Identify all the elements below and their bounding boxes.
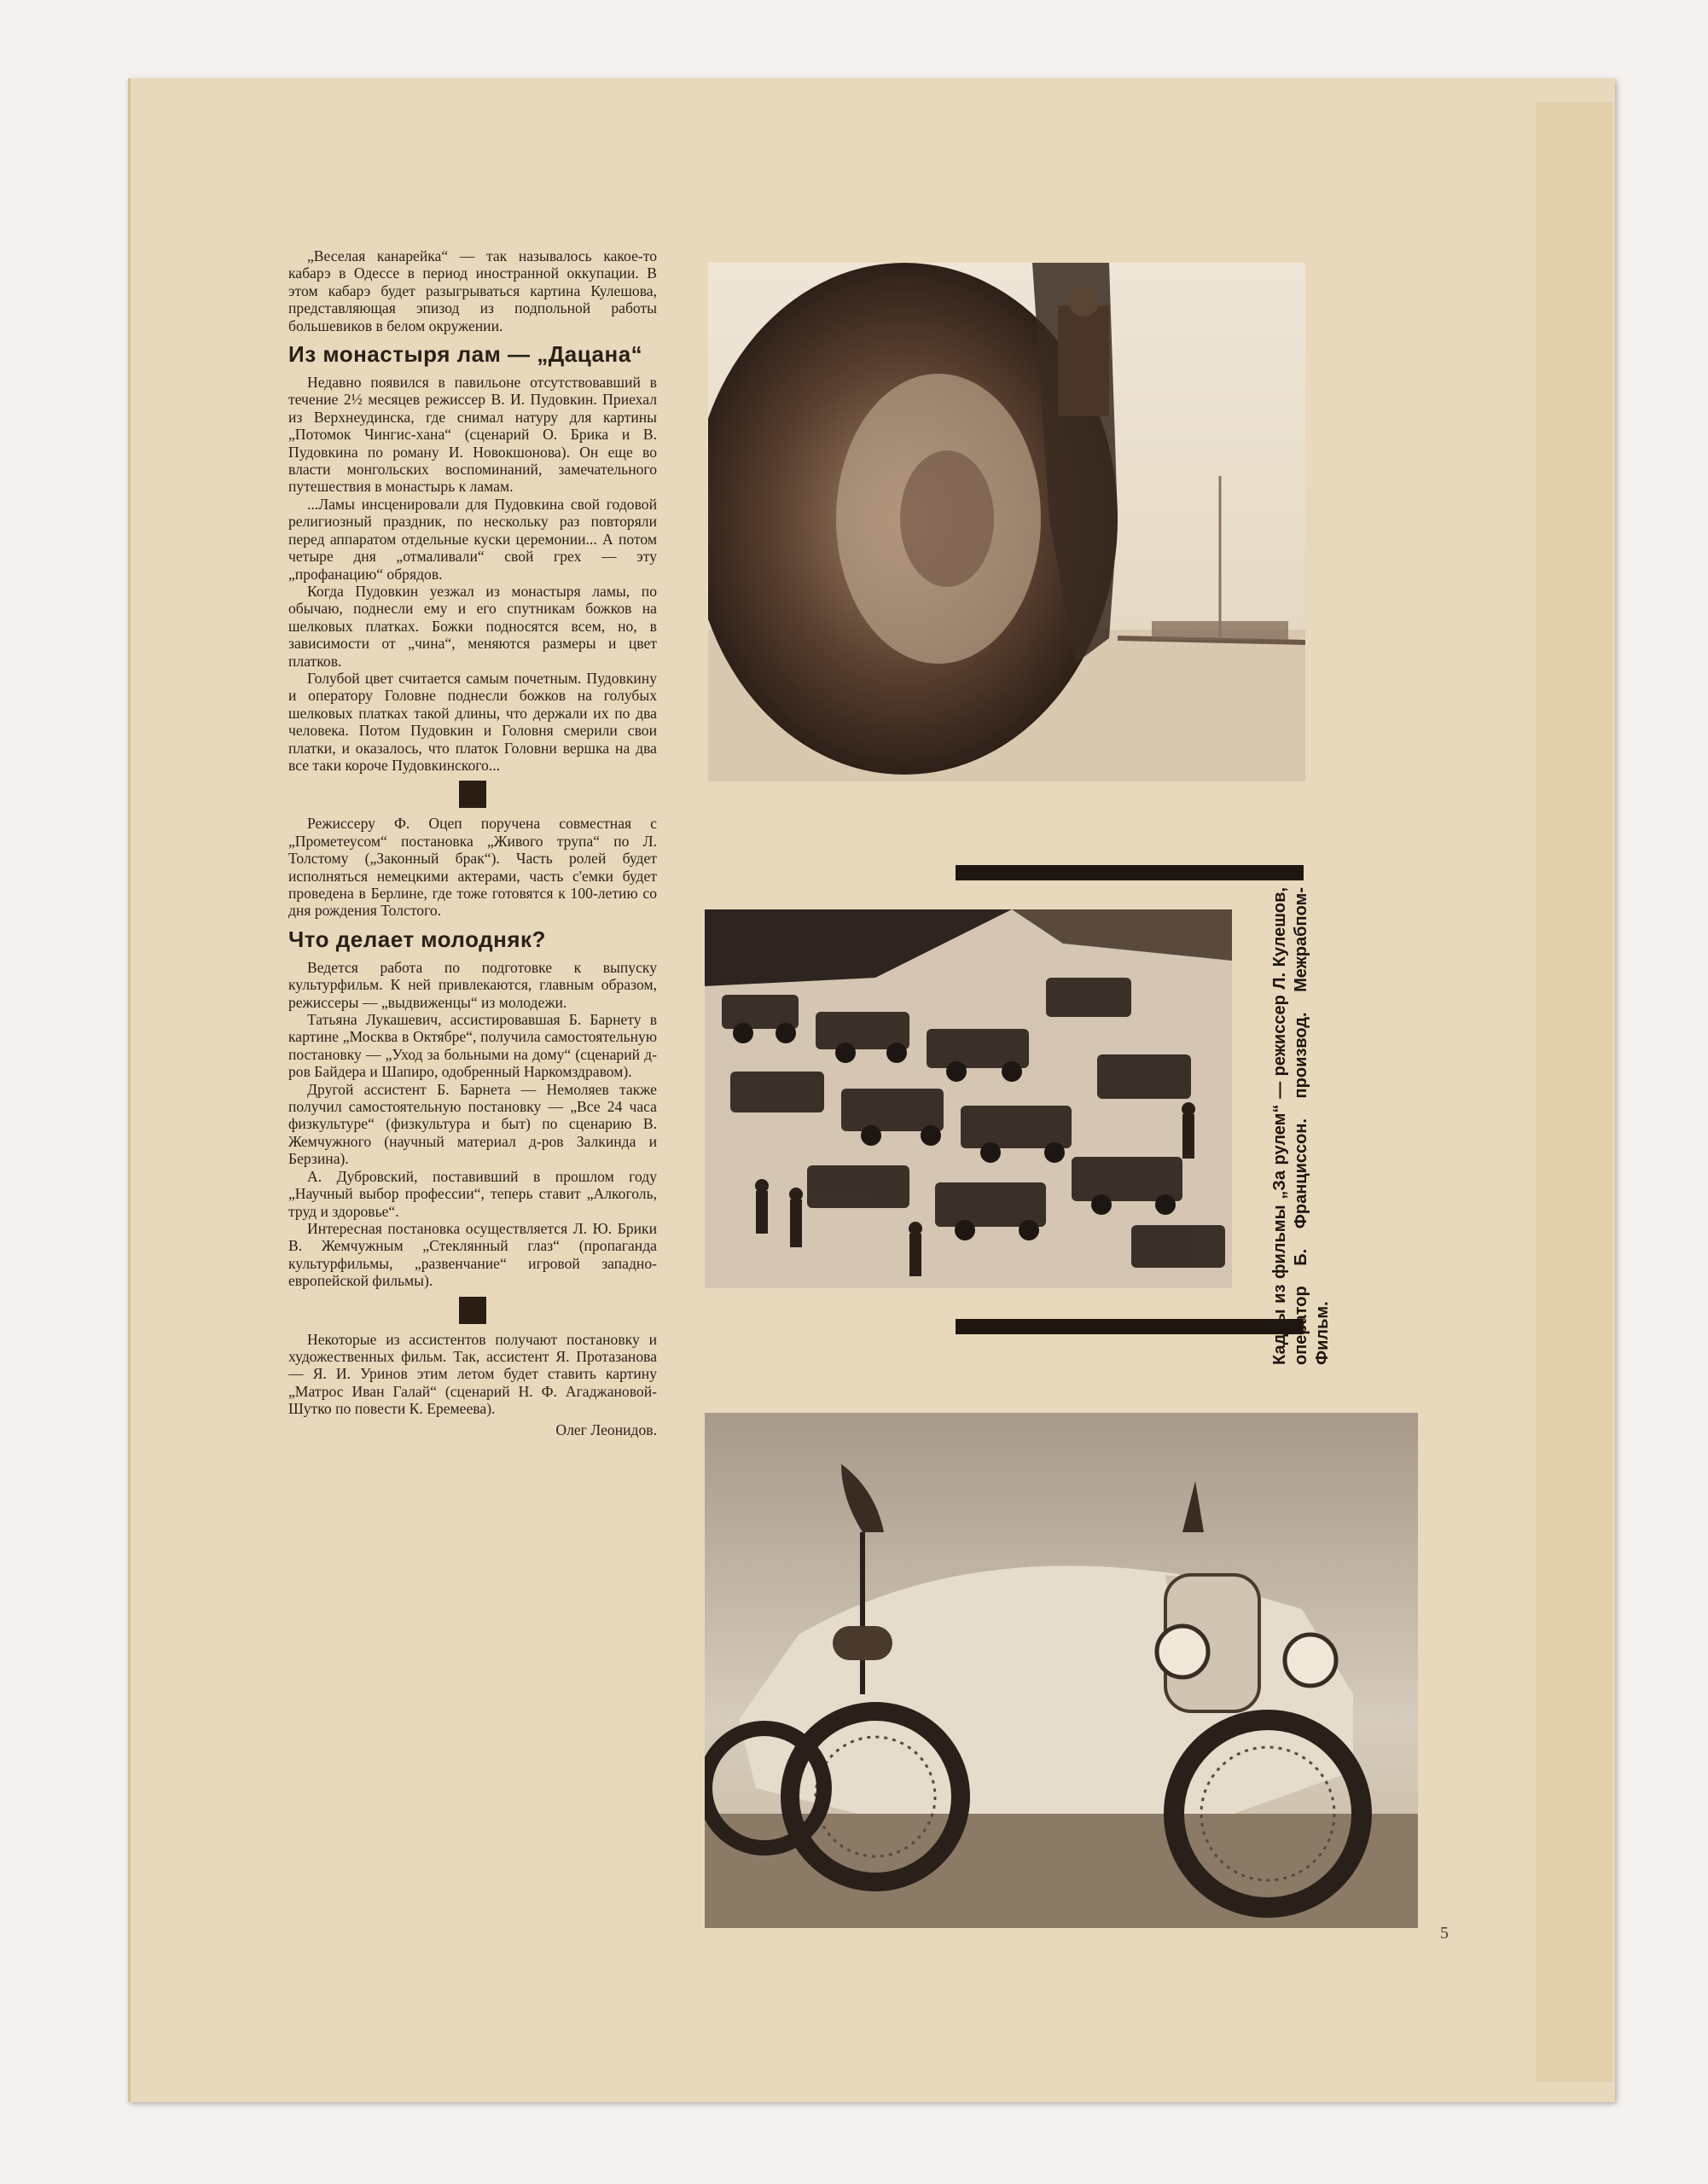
article-paragraph: Режиссеру Ф. Оцеп поручена совместная с „Прометеусом“ постановка „Живого трупа“ по Л. Толстому („Законный брак“). Часть ролей будет исполняться немецкими актерами, часть с'емки будет проведена в Берлине, где тоже готовятся к 100-летию со дня рождения Толстого.: [288, 815, 657, 920]
article-paragraph: Некоторые из ассистентов получают постановку и художественных фильм. Так, ассистент Я. Протазанова — Я. И. Уринов этим летом будет ставить картину „Матрос Иван Галай“ (сценарий Н. Ф. Агаджановой-Шутко по повести К. Еремеева).: [288, 1330, 657, 1418]
article-paragraph: А. Дубровский, поставивший в прошлом году „Научный выбор профессии“, теперь ставит „Алкоголь, труд и здоровье“.: [288, 1167, 657, 1220]
photo-roadster-car: [705, 1413, 1418, 1928]
page-number: 5: [1440, 1924, 1449, 1943]
article-paragraph: Когда Пудовкин уезжал из монастыря ламы, по обычаю, поднесли ему и его спутникам божков на шелковых платках. Божки подносятся всем, но, в зависимости от „чина“, меняются размеры и цвет платков.: [288, 582, 657, 670]
divider-bar: [956, 865, 1304, 880]
article-paragraph: Интересная постановка осуществляется Л. Ю. Брики В. Жемчужным „Стеклянный глаз“ (пропаганда культурфильмы, „развенчание“ игровой западно-европейской фильмы).: [288, 1219, 657, 1290]
photo-caption: [1269, 887, 1389, 1365]
section-heading-molodnyak: Что делает молодняк?: [288, 926, 546, 952]
article-paragraph: Татьяна Лукашевич, ассистировавшая Б. Барнету в картине „Москва в Октябре“, получила самостоятельную постановку — „Уход за больными на дому“ (сценарий д-ров Байдера и Шапиро, одобренный Наркомздравом).: [288, 1011, 657, 1081]
article-paragraph: Другой ассистент Б. Барнета — Немоляев также получил самостоятельную постановку — „Все 24 часа физкультуре“ (физкультура и быт) по сценарию В. Жемчужного (научный материал д-ров Залкинда и Берзина).: [288, 1080, 657, 1168]
photo-car-wheel: [708, 263, 1305, 781]
photo-cars-crowd: [705, 909, 1232, 1288]
page-edge: [1536, 102, 1612, 2082]
author-signature: Олег Леонидов.: [555, 1420, 657, 1438]
photo-caption-text: Кадры из фильмы „За рулем“ — режиссер Л. Кулешов, оператор Б. Франциссон. производ. Межрабпом-Фильм.: [1270, 887, 1332, 1365]
section-divider-square: [459, 1297, 486, 1324]
article-paragraph: Голубой цвет считается самым почетным. Пудовкину и оператору Головне поднесли божков на голубых шелковых платках такой длины, что держали их по два человека. Потом Пудовкин и Головня смерили свои платки, и оказалось, что платок Головни вершка на два все таки короче Пудовкинского...: [288, 669, 657, 774]
article-paragraph: Недавно появился в павильоне отсутствовавший в течение 2½ месяцев режиссер В. И. Пудовкин. Приехал из Верхнеудинска, где снимал натуру для картины „Потомок Чингис-хана“ (сценарий О. Брика и В. Пудовкина по роману И. Новокшонова). Он еще во власти монгольских воспоминаний, замечательного путешествия в монастырь к ламам.: [288, 374, 657, 496]
article-column: [288, 247, 657, 1438]
divider-bar: [956, 1319, 1304, 1334]
article-paragraph: Ведется работа по подготовке к выпуску культурфильм. К ней привлекаются, главным образом, режиссеры — „выдвиженцы“ из молодежи.: [288, 958, 657, 1011]
article-intro: „Веселая канарейка“ — так называлось какое-то кабарэ в Одессе в период иностранной оккупации. В этом кабарэ будет разыгрываться картина Кулешова, представляющая эпизод из подпольной работы большевиков в белом окружении.: [288, 247, 657, 334]
section-divider-square: [459, 781, 486, 808]
article-paragraph: ...Ламы инсценировали для Пудовкина свой годовой религиозный праздник, по нескольку раз повторяли перед аппаратом отдельные куски церемонии... А потом четыре дня „отмаливали“ свой грех — эту „профанацию“ обрядов.: [288, 495, 657, 583]
section-heading-datsan: Из монастыря лам — „Дацана“: [288, 341, 643, 368]
